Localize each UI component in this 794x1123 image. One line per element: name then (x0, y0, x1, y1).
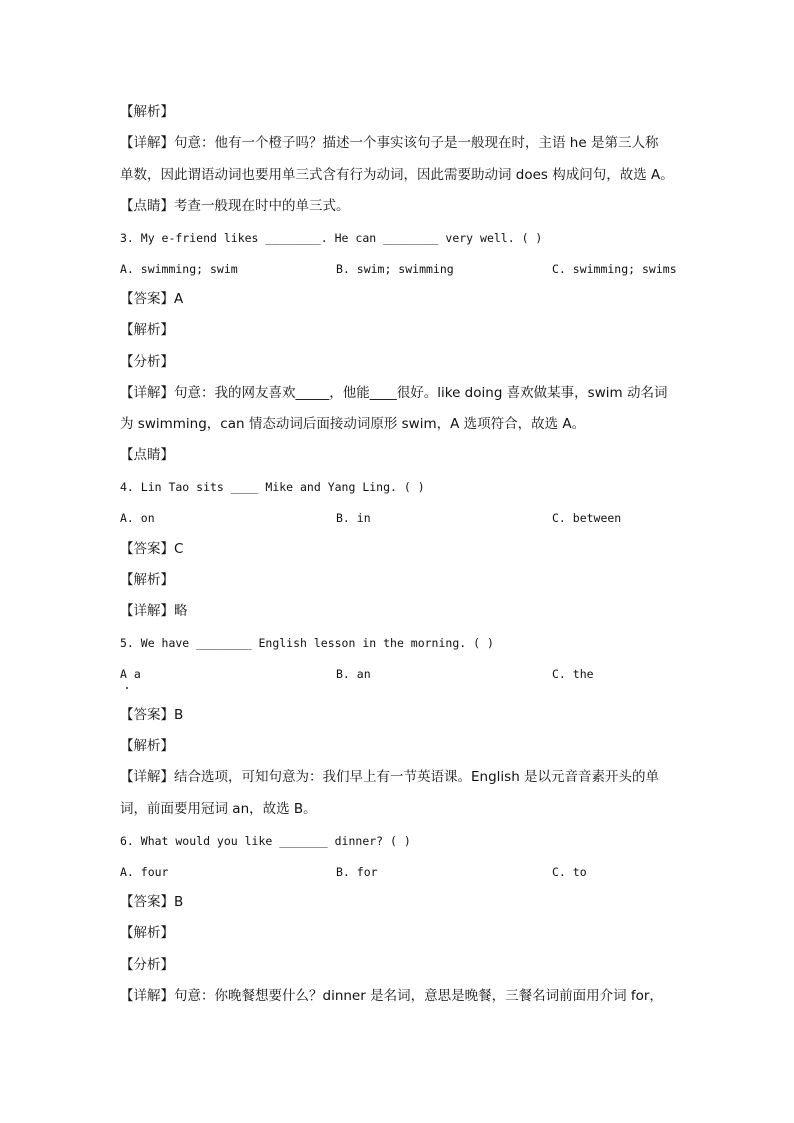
breakdown-heading: 【分析】 (120, 354, 174, 370)
option-a: A. on (120, 511, 155, 525)
question-5: 5. We have ________ English lesson in the morning. ( ) (120, 636, 494, 650)
detail-explanation: 【详解】句意：他有一个橙子吗？描述一个事实该句子是一般现在时，主语 he 是第三人称 (120, 135, 659, 151)
detail-explanation-cont: 为 swimming，can 情态动词后面接动词原形 swim，A 选项符合，故选 A。 (120, 416, 586, 432)
key-point: 【点睛】 (120, 447, 174, 463)
question-4: 4. Lin Tao sits ____ Mike and Yang Ling. ( ) (120, 480, 425, 494)
option-b: B. swim; swimming (336, 262, 454, 276)
answer: 【答案】B (120, 894, 184, 910)
breakdown-heading: 【分析】 (120, 957, 174, 973)
detail-explanation-cont: 单数，因此谓语动词也要用单三式含有行为动词，因此需要助动词 does 构成问句，故选 A。 (120, 167, 674, 183)
option-a: A. swimming; swim (120, 262, 238, 276)
option-b: B. in (336, 511, 371, 525)
analysis-heading: 【解析】 (120, 322, 174, 338)
option-b: B. an (336, 667, 371, 681)
stray-dot (126, 687, 128, 689)
analysis-heading: 【解析】 (120, 572, 174, 588)
detail-explanation: 【详解】略 (120, 603, 188, 619)
detail-explanation: 【详解】句意：你晚餐想要什么？dinner 是名词，意思是晚餐，三餐名词前面用介词 for， (120, 988, 663, 1004)
question-5-options (120, 665, 676, 683)
question-3-options (120, 260, 676, 278)
analysis-heading: 【解析】 (120, 738, 174, 754)
question-6-options (120, 863, 676, 881)
answer: 【答案】B (120, 707, 184, 723)
answer: 【答案】A (120, 291, 184, 307)
analysis-heading: 【解析】 (120, 104, 174, 120)
question-4-options (120, 509, 676, 527)
question-3: 3. My e-friend likes ________. He can ________ very well. ( ) (120, 231, 543, 245)
answer: 【答案】C (120, 541, 184, 557)
option-c: C. the (552, 667, 594, 681)
option-c: C. to (552, 865, 587, 879)
detail-explanation: 【详解】句意：我的网友喜欢_____，他能____很好。like doing 喜欢做某事，swim 动名词 (120, 385, 668, 401)
option-a: A a (120, 667, 141, 681)
key-point: 【点睛】考查一般现在时中的单三式。 (120, 198, 350, 214)
option-a: A. four (120, 865, 169, 879)
option-b: B. for (336, 865, 378, 879)
detail-explanation-cont: 词，前面要用冠词 an，故选 B。 (120, 801, 317, 817)
detail-explanation: 【详解】结合选项，可知句意为：我们早上有一节英语课。English 是以元音音素开头的单 (120, 769, 660, 785)
question-6: 6. What would you like _______ dinner? ( ) (120, 834, 411, 848)
analysis-heading: 【解析】 (120, 925, 174, 941)
option-c: C. between (552, 511, 622, 525)
option-c: C. swimming; swims (552, 262, 677, 276)
